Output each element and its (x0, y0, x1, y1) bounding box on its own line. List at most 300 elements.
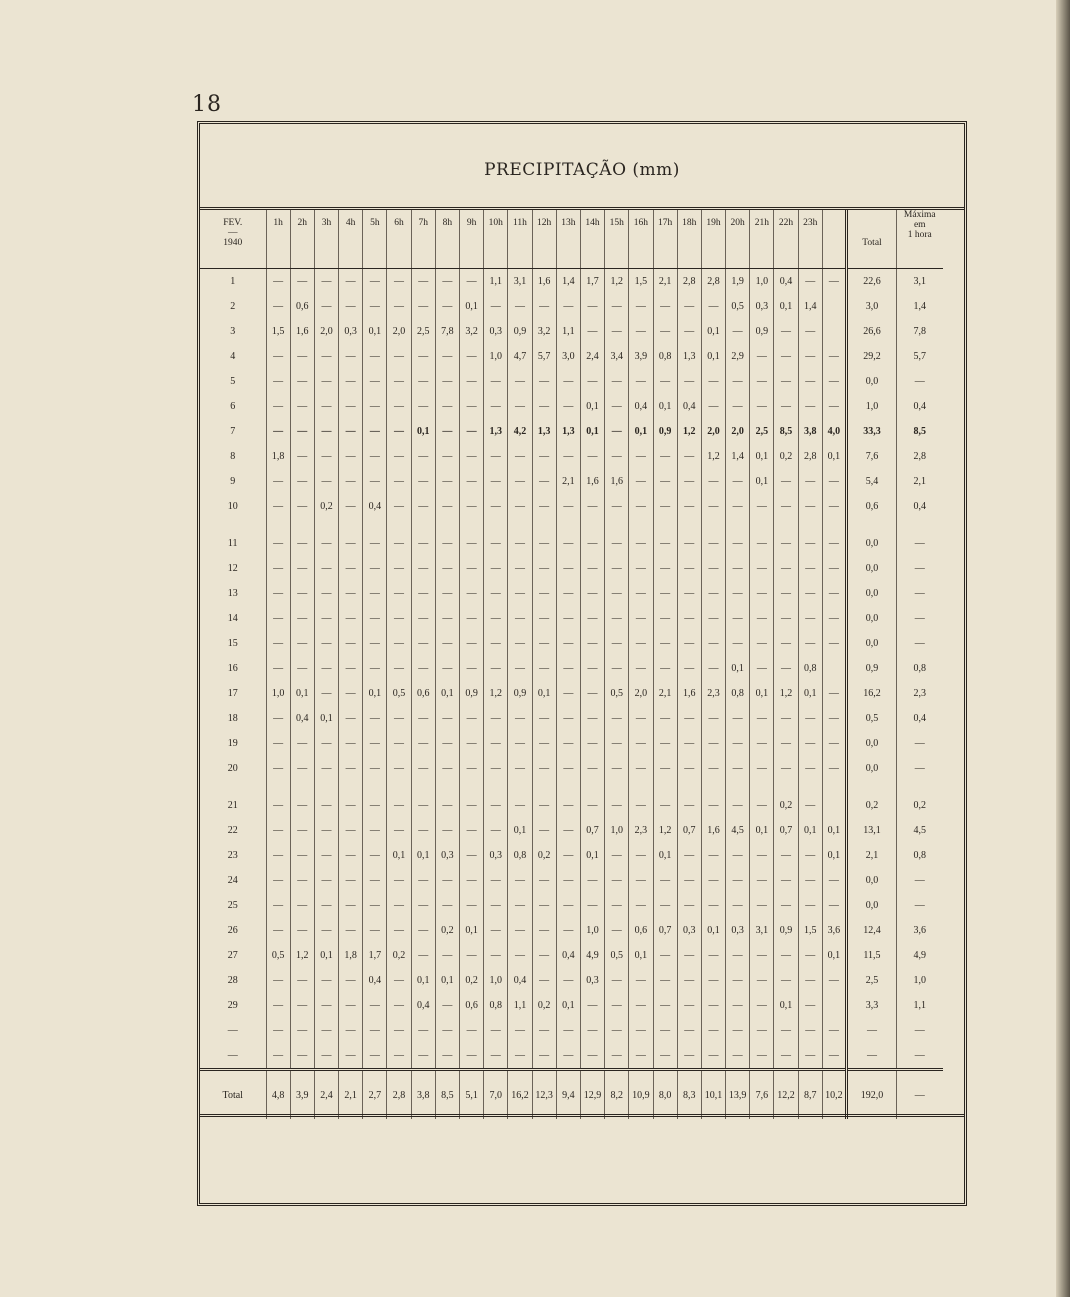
hour-total: 2,8 (387, 1070, 411, 1120)
hour-value: — (387, 556, 411, 581)
hour-value: — (387, 581, 411, 606)
hour-value: — (726, 369, 750, 394)
hour-value: — (774, 531, 798, 556)
day-max-1h: 2,3 (897, 681, 943, 706)
hour-value: — (798, 319, 822, 344)
hour-value: — (822, 756, 846, 781)
hour-value: — (460, 1043, 484, 1070)
hour-value: — (580, 681, 604, 706)
hour-header: 7h (411, 210, 435, 269)
hour-value: — (387, 369, 411, 394)
day-label: 21 (227, 800, 238, 811)
hour-value: — (822, 1018, 846, 1043)
hour-value: 1,3 (532, 419, 556, 444)
hour-value: — (508, 606, 532, 631)
hour-value: — (339, 556, 363, 581)
day-max-1h: — (897, 531, 943, 556)
hour-value: — (822, 394, 846, 419)
hour-value: 0,3 (677, 918, 701, 943)
hour-value (822, 656, 846, 681)
hour-value: — (653, 369, 677, 394)
day-total: 16,2 (847, 681, 897, 706)
hour-value: — (290, 369, 314, 394)
day-total: 3,3 (847, 993, 897, 1018)
hour-value: — (677, 556, 701, 581)
hour-value: 0,1 (822, 843, 846, 868)
hour-header: 21h (750, 210, 774, 269)
hour-value: — (339, 369, 363, 394)
hour-value: — (677, 444, 701, 469)
hour-value: — (726, 756, 750, 781)
hour-value: — (629, 893, 653, 918)
hour-value: — (629, 494, 653, 519)
hour-value: — (556, 756, 580, 781)
hour-value: — (822, 681, 846, 706)
hour-value: — (339, 469, 363, 494)
table-row (200, 556, 943, 581)
hour-total: 7,6 (750, 1070, 774, 1120)
hour-value: — (677, 469, 701, 494)
hour-value: — (411, 818, 435, 843)
hour-value: 0,3 (484, 319, 508, 344)
hour-header: 16h (629, 210, 653, 269)
hour-value: — (605, 419, 629, 444)
hour-value: — (822, 631, 846, 656)
day-label: 29 (227, 1000, 238, 1011)
hour-value: — (580, 706, 604, 731)
max-header-line-3: 1 hora (907, 230, 932, 240)
day-total: 33,3 (847, 419, 897, 444)
day-total: 0,0 (847, 531, 897, 556)
hour-value: — (387, 494, 411, 519)
day-label: 8 (230, 451, 236, 462)
hour-value: — (677, 756, 701, 781)
hour-value: 1,6 (605, 469, 629, 494)
header-month: FEV. (223, 218, 243, 228)
hour-value: 0,3 (726, 918, 750, 943)
hour-value: 8,5 (774, 419, 798, 444)
footer-blank-area (200, 1114, 964, 1203)
hour-value: 0,1 (701, 344, 725, 369)
hour-value: 0,1 (363, 681, 387, 706)
hour-total: 13,9 (726, 1070, 750, 1120)
hour-value: — (363, 269, 387, 295)
hour-total: 3,8 (411, 1070, 435, 1120)
hour-value: — (677, 731, 701, 756)
hour-value: — (266, 631, 290, 656)
hour-value: — (484, 706, 508, 731)
table-row (200, 606, 943, 631)
hour-value: — (532, 556, 556, 581)
day-max-1h: 0,2 (897, 793, 943, 818)
hour-value: — (774, 606, 798, 631)
hour-value: — (435, 294, 459, 319)
hour-value: — (266, 494, 290, 519)
hour-value: — (774, 344, 798, 369)
hour-value: — (435, 556, 459, 581)
day-max-1h: 2,1 (897, 469, 943, 494)
hour-value: — (605, 581, 629, 606)
day-max-1h: — (897, 1018, 943, 1043)
hour-value: — (750, 581, 774, 606)
hour-value: — (508, 531, 532, 556)
hour-value: 0,6 (629, 918, 653, 943)
hour-header: 20h (726, 210, 750, 269)
day-total: 0,0 (847, 369, 897, 394)
hour-value: 0,1 (460, 918, 484, 943)
table-row (200, 843, 943, 868)
hour-value: — (339, 269, 363, 295)
totals-max: — (897, 1070, 943, 1120)
hour-value: 1,0 (484, 968, 508, 993)
hour-value: 1,2 (290, 943, 314, 968)
hour-value: — (290, 843, 314, 868)
hour-value: — (339, 818, 363, 843)
day-label: 16 (227, 663, 238, 674)
hour-value: — (798, 581, 822, 606)
hour-value: — (363, 556, 387, 581)
hour-value: — (629, 444, 653, 469)
day-total: 0,5 (847, 706, 897, 731)
hour-value: — (460, 943, 484, 968)
hour-value: — (774, 893, 798, 918)
hour-value: — (726, 556, 750, 581)
hour-value: 0,5 (605, 943, 629, 968)
hour-value: — (290, 606, 314, 631)
hour-value: — (290, 868, 314, 893)
table-row (200, 681, 943, 706)
hour-value: 1,2 (774, 681, 798, 706)
hour-value: — (532, 469, 556, 494)
hour-value: — (798, 968, 822, 993)
hour-value: — (363, 394, 387, 419)
hour-value: — (387, 756, 411, 781)
hour-value: — (556, 394, 580, 419)
hour-value: — (532, 918, 556, 943)
hour-value: — (363, 294, 387, 319)
table-row (200, 993, 943, 1018)
hour-value: — (774, 943, 798, 968)
hour-value: 0,1 (653, 843, 677, 868)
hour-value: 0,1 (629, 419, 653, 444)
hour-value: — (290, 269, 314, 295)
day-label: 17 (227, 688, 238, 699)
hour-total: 10,2 (822, 1070, 846, 1120)
hour-value: — (726, 993, 750, 1018)
hour-value: 0,1 (556, 993, 580, 1018)
hour-value: 3,8 (798, 419, 822, 444)
hour-value: — (314, 1043, 338, 1070)
hour-value: — (701, 1018, 725, 1043)
hour-value: — (290, 1018, 314, 1043)
hour-value: — (290, 731, 314, 756)
hour-value: — (677, 993, 701, 1018)
hour-value: — (387, 656, 411, 681)
hour-value: — (314, 444, 338, 469)
day-total: 7,6 (847, 444, 897, 469)
hour-value: — (677, 793, 701, 818)
hour-value: — (435, 893, 459, 918)
hour-value: — (798, 1043, 822, 1070)
hour-value: — (774, 631, 798, 656)
day-total: 12,4 (847, 918, 897, 943)
hour-value: — (726, 606, 750, 631)
hour-value: — (822, 556, 846, 581)
hour-value: — (701, 469, 725, 494)
hour-value: — (629, 469, 653, 494)
hour-value: — (484, 606, 508, 631)
day-label: 27 (227, 950, 238, 961)
hour-value: 2,0 (629, 681, 653, 706)
hour-value: — (532, 706, 556, 731)
hour-value: — (363, 918, 387, 943)
hour-value: 0,1 (460, 294, 484, 319)
hour-value: 1,3 (484, 419, 508, 444)
hour-value: — (339, 606, 363, 631)
day-total: 13,1 (847, 818, 897, 843)
day-total: 0,0 (847, 868, 897, 893)
hour-header: 22h (774, 210, 798, 269)
hour-value: 7,8 (435, 319, 459, 344)
hour-value: — (411, 893, 435, 918)
hour-total: 8,2 (605, 1070, 629, 1120)
hour-value: — (822, 893, 846, 918)
hour-value: — (266, 581, 290, 606)
hour-value: — (435, 1018, 459, 1043)
hour-value: — (677, 531, 701, 556)
hour-value: — (411, 444, 435, 469)
hour-value: — (629, 656, 653, 681)
hour-value: — (798, 843, 822, 868)
hour-value: — (435, 531, 459, 556)
hour-value: — (580, 793, 604, 818)
hour-value: — (798, 731, 822, 756)
day-total: 2,5 (847, 968, 897, 993)
hour-value: — (798, 1018, 822, 1043)
hour-value: 0,1 (314, 943, 338, 968)
hour-value: — (411, 531, 435, 556)
hour-value: — (314, 756, 338, 781)
hour-value: — (605, 369, 629, 394)
hour-value: 1,5 (629, 269, 653, 295)
hour-value: — (290, 469, 314, 494)
hour-value: — (508, 631, 532, 656)
hour-value: — (726, 943, 750, 968)
day-label: 24 (227, 875, 238, 886)
hour-value: — (387, 918, 411, 943)
hour-value: — (677, 581, 701, 606)
hour-value: — (435, 269, 459, 295)
hour-value: — (339, 494, 363, 519)
hour-value: 0,8 (484, 993, 508, 1018)
hour-value: — (387, 893, 411, 918)
hour-value: — (556, 706, 580, 731)
hour-value: — (677, 868, 701, 893)
hour-value: 2,5 (411, 319, 435, 344)
hour-value: — (266, 918, 290, 943)
day-label: 11 (227, 538, 238, 549)
hour-value: — (556, 656, 580, 681)
hour-value: — (532, 818, 556, 843)
hour-value: — (629, 369, 653, 394)
hour-value: — (435, 581, 459, 606)
hour-value: — (750, 394, 774, 419)
hour-value: — (556, 731, 580, 756)
hour-value: 0,1 (411, 843, 435, 868)
hour-value: — (653, 706, 677, 731)
hour-value: 2,9 (726, 344, 750, 369)
hour-value: — (677, 294, 701, 319)
hour-value: — (484, 556, 508, 581)
hour-value: — (580, 993, 604, 1018)
hour-value: — (822, 469, 846, 494)
hour-value: — (605, 394, 629, 419)
hour-value: — (774, 1043, 798, 1070)
hour-value: — (774, 731, 798, 756)
hour-value: — (266, 294, 290, 319)
hour-value: — (387, 531, 411, 556)
hour-value: — (314, 606, 338, 631)
hour-value: — (290, 756, 314, 781)
hour-value: — (314, 868, 338, 893)
hour-value: — (532, 394, 556, 419)
hour-value: — (774, 968, 798, 993)
hour-value: 1,8 (266, 444, 290, 469)
hour-value: — (726, 494, 750, 519)
hour-value: — (314, 581, 338, 606)
hour-value: — (363, 706, 387, 731)
hour-value: — (266, 706, 290, 731)
hour-value: — (290, 793, 314, 818)
hour-value: — (677, 319, 701, 344)
table-row (200, 531, 943, 556)
hour-value: — (701, 793, 725, 818)
hour-value: — (750, 606, 774, 631)
hour-value: 0,2 (460, 968, 484, 993)
day-max-1h: 5,7 (897, 344, 943, 369)
hour-header: 23h (798, 210, 822, 269)
hour-value: 0,2 (774, 793, 798, 818)
hour-value: — (556, 294, 580, 319)
hour-value: 1,9 (726, 269, 750, 295)
table-row (200, 269, 943, 295)
hour-value: — (484, 469, 508, 494)
hour-value: 1,6 (701, 818, 725, 843)
hour-value: 1,1 (556, 319, 580, 344)
hour-value: 0,3 (484, 843, 508, 868)
hour-value: — (798, 531, 822, 556)
hour-value: — (460, 868, 484, 893)
table-row (200, 469, 943, 494)
hour-value: 0,4 (411, 993, 435, 1018)
hour-value: — (798, 943, 822, 968)
day-label: 25 (227, 900, 238, 911)
hour-value: — (387, 269, 411, 295)
hour-value: — (339, 731, 363, 756)
hour-value: — (314, 556, 338, 581)
hour-value: — (750, 531, 774, 556)
hour-header: 9h (460, 210, 484, 269)
hour-value: — (580, 531, 604, 556)
hour-value: 0,4 (774, 269, 798, 295)
hour-value: 0,2 (774, 444, 798, 469)
hour-value: — (629, 556, 653, 581)
hour-value: — (339, 344, 363, 369)
hour-value: — (532, 943, 556, 968)
hour-value: — (750, 1043, 774, 1070)
hour-value: — (605, 868, 629, 893)
hour-value: 0,7 (580, 818, 604, 843)
hour-value: — (266, 394, 290, 419)
hour-value: — (411, 1043, 435, 1070)
hour-value: 0,1 (774, 294, 798, 319)
hour-value: — (556, 868, 580, 893)
table-row (200, 756, 943, 781)
hour-value: — (290, 656, 314, 681)
hour-value: — (726, 394, 750, 419)
hour-value: — (580, 731, 604, 756)
hour-value: — (605, 793, 629, 818)
hour-value: — (701, 968, 725, 993)
hour-value: 3,0 (556, 344, 580, 369)
hour-total: 7,0 (484, 1070, 508, 1120)
hour-total: 2,4 (314, 1070, 338, 1120)
hour-value: — (726, 469, 750, 494)
hour-value: — (484, 1043, 508, 1070)
hour-value: — (435, 344, 459, 369)
hour-value: — (750, 1018, 774, 1043)
hour-value: — (387, 731, 411, 756)
hour-value: — (726, 319, 750, 344)
hour-value: — (460, 731, 484, 756)
hour-value: 1,6 (677, 681, 701, 706)
hour-value: — (314, 369, 338, 394)
hour-header: 15h (605, 210, 629, 269)
header-year: 1940 (223, 238, 243, 248)
hour-value: — (411, 469, 435, 494)
hour-value: — (314, 394, 338, 419)
hour-value: — (701, 893, 725, 918)
hour-value: — (435, 606, 459, 631)
hour-value: 0,1 (435, 968, 459, 993)
hour-value: — (653, 993, 677, 1018)
hour-value: — (314, 631, 338, 656)
hour-value: 0,2 (435, 918, 459, 943)
hour-value: — (750, 706, 774, 731)
hour-value: — (339, 631, 363, 656)
hour-value: 0,1 (435, 681, 459, 706)
hour-value: — (653, 494, 677, 519)
hour-value: — (677, 631, 701, 656)
hour-value: — (822, 531, 846, 556)
hour-value: — (750, 556, 774, 581)
hour-value: — (290, 531, 314, 556)
day-total: 0,6 (847, 494, 897, 519)
day-label: 9 (230, 476, 236, 487)
hour-value: — (532, 631, 556, 656)
hour-value: — (605, 731, 629, 756)
hour-value: — (387, 793, 411, 818)
hour-value: — (435, 793, 459, 818)
hour-value: — (266, 531, 290, 556)
hour-value: 1,1 (484, 269, 508, 295)
hour-value: — (411, 294, 435, 319)
hour-value: — (774, 369, 798, 394)
hour-value: — (460, 893, 484, 918)
totals-label: Total (200, 1070, 266, 1120)
hour-value: — (460, 419, 484, 444)
hour-value: — (653, 469, 677, 494)
